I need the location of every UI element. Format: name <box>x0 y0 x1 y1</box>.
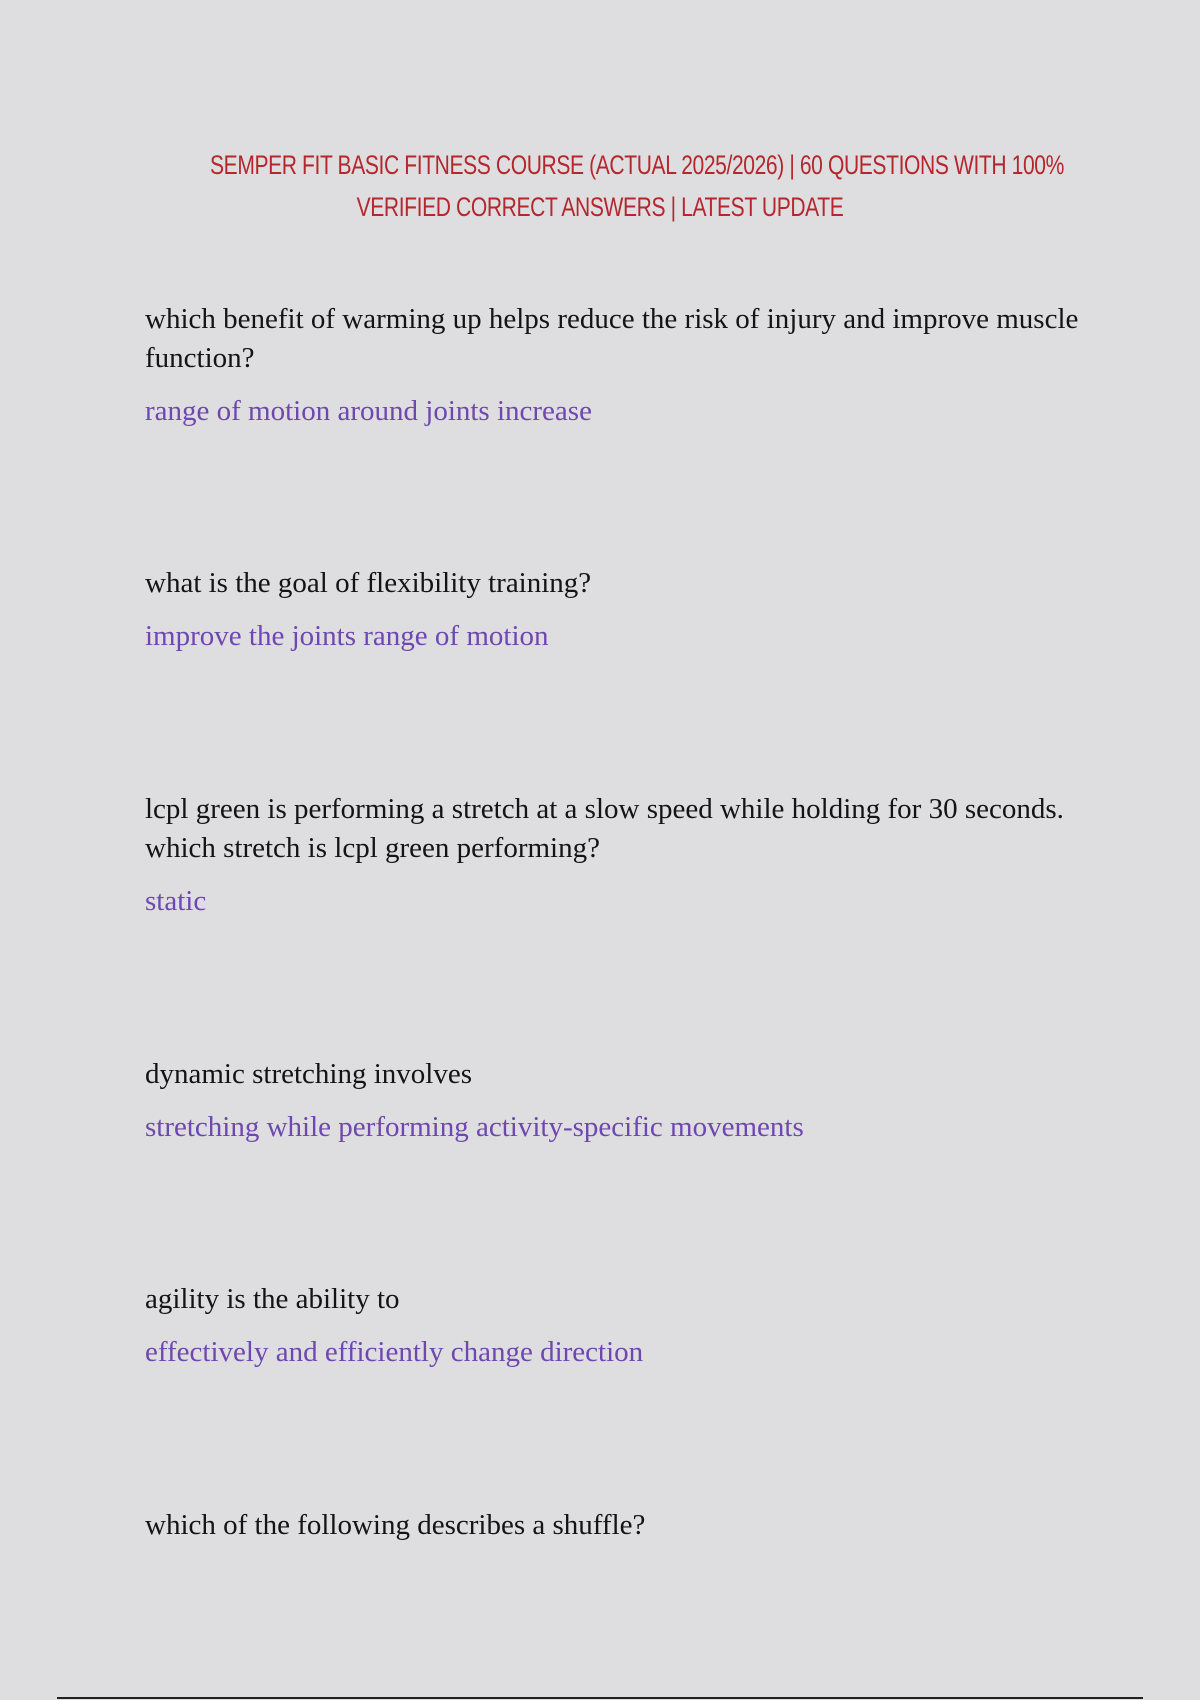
qa-item-1 <box>145 300 1085 431</box>
question-text: which benefit of warming up helps reduce the risk of injury and improve muscle function? <box>145 303 1079 374</box>
answer-text: range of motion around joints increase <box>145 395 592 427</box>
question-text: agility is the ability to <box>145 1283 400 1315</box>
answer-text: stretching while performing activity-specific movements <box>145 1111 804 1143</box>
qa-item-3 <box>145 790 1085 921</box>
qa-item-4 <box>145 1055 1085 1147</box>
question-text: what is the goal of flexibility training? <box>145 567 592 599</box>
document-title-line-2: VERIFIED CORRECT ANSWERS | LATEST UPDATE <box>356 192 844 222</box>
page-bottom-divider <box>57 1697 1143 1699</box>
document-title-line-1: SEMPER FIT BASIC FITNESS COURSE (ACTUAL 2025/2026) | 60 QUESTIONS WITH 100% <box>210 150 1064 180</box>
qa-item-6 <box>145 1506 1085 1545</box>
qa-item-2 <box>145 564 1085 656</box>
qa-item-5 <box>145 1280 1085 1372</box>
question-text: dynamic stretching involves <box>145 1058 472 1090</box>
answer-text: static <box>145 885 207 917</box>
question-text: which of the following describes a shuffle? <box>145 1509 646 1541</box>
answer-text: effectively and efficiently change direction <box>145 1336 644 1368</box>
question-text: lcpl green is performing a stretch at a slow speed while holding for 30 seconds. which stretch is lcpl green performing? <box>145 793 1064 864</box>
answer-text: improve the joints range of motion <box>145 620 549 652</box>
document-title <box>210 144 1064 228</box>
